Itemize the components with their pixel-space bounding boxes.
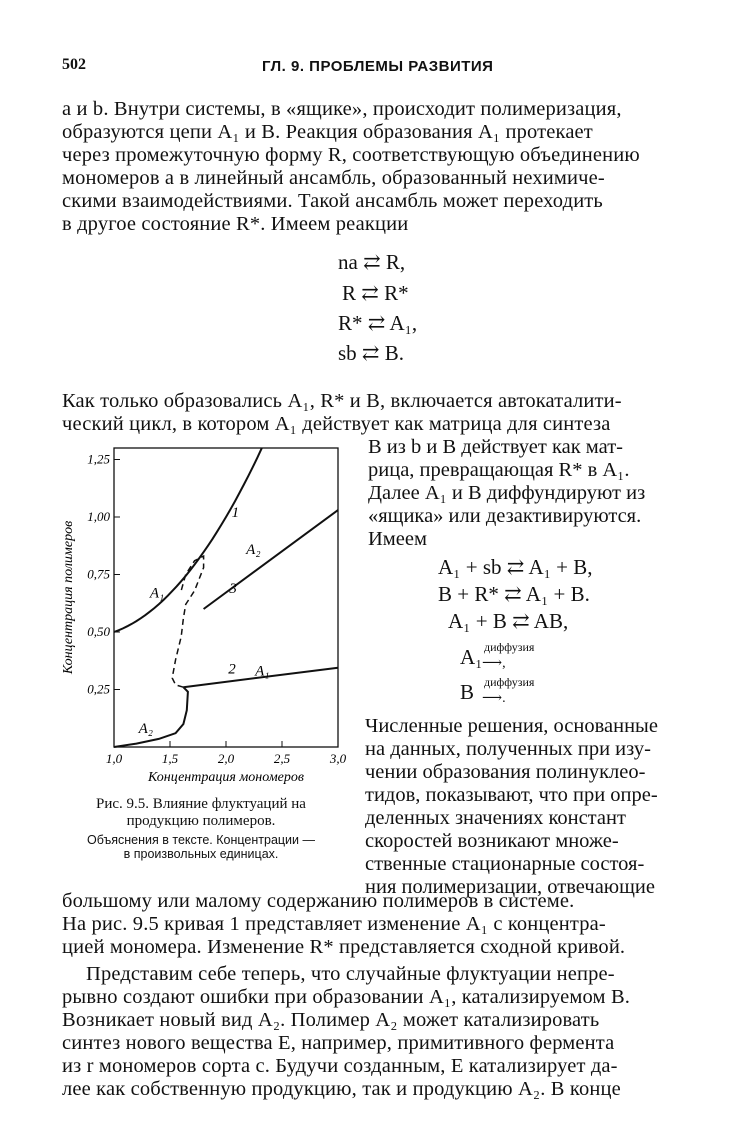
text-line: из r мономеров сорта c. Будучи созданным, E катализирует да- bbox=[62, 1055, 618, 1077]
text-line: «ящика» или дезактивируются. bbox=[368, 505, 642, 527]
text-line: Численные решения, основанные bbox=[365, 715, 658, 737]
text-line: Имеем bbox=[368, 528, 427, 550]
text-line: На рис. 9.5 кривая 1 представляет изменение A₁ с концентра- bbox=[62, 913, 606, 935]
text-line: скоростей возникают множе- bbox=[365, 830, 619, 852]
curve-label: A₁ bbox=[149, 585, 165, 602]
diffusion-label: диффузия bbox=[484, 640, 535, 654]
curve-label: A₂ bbox=[246, 541, 261, 558]
curve-label: 1 bbox=[231, 505, 240, 521]
x-tick-label: 2,5 bbox=[273, 751, 291, 766]
x-tick-label: 1,0 bbox=[105, 751, 123, 766]
curve-a2-lower bbox=[114, 687, 188, 747]
y-tick-label: 0,50 bbox=[87, 624, 110, 639]
text-line: в другое состояние R*. Имеем реакции bbox=[62, 213, 409, 235]
diffusion-species: B bbox=[460, 680, 475, 704]
text-line: рывно создают ошибки при образовании A₁, катализируемом B. bbox=[62, 986, 631, 1008]
x-tick-label: 3,0 bbox=[329, 751, 347, 766]
curve-label: A₂ bbox=[138, 721, 154, 738]
curve-label: 3 bbox=[229, 580, 237, 597]
plot-frame bbox=[114, 448, 338, 747]
reaction: sb ⇄ B. bbox=[338, 341, 405, 365]
diffusion-arrow: ⟶, bbox=[482, 656, 506, 671]
reaction: B + R* ⇄ A₁ + B. bbox=[438, 582, 590, 606]
text-line: скими взаимодействиями. Такой ансамбль может переходить bbox=[62, 190, 603, 212]
text-line: Далее A₁ и B диффундируют из bbox=[368, 482, 646, 504]
text-line: Как только образовались A₁, R* и B, включается автокаталити- bbox=[62, 390, 622, 412]
text-line: синтез нового вещества E, например, примитивного фермента bbox=[62, 1032, 615, 1054]
text-line: ственные стационарные состоя- bbox=[365, 853, 645, 875]
text-line: ния полимеризации, отвечающие bbox=[365, 876, 655, 898]
text-line: на данных, полученных при изу- bbox=[365, 738, 651, 760]
x-tick-label: 2,0 bbox=[217, 751, 235, 766]
y-axis-label: Концентрация полимеров bbox=[61, 520, 76, 675]
reaction: na ⇄ R, bbox=[338, 250, 406, 274]
text-line: а и b. Внутри системы, в «ящике», происходит полимеризация, bbox=[62, 98, 622, 120]
y-tick-label: 0,25 bbox=[87, 681, 110, 697]
x-tick-label: 1,5 bbox=[161, 751, 179, 766]
curve-label: 2 bbox=[228, 661, 236, 678]
text-line: через промежуточную форму R, соответствующую объединению bbox=[62, 144, 640, 166]
text-line: большому или малому содержанию полимеров в системе. bbox=[62, 890, 575, 912]
text-line: ческий цикл, в котором A₁ действует как матрица для синтеза bbox=[62, 413, 611, 435]
polymer-chart bbox=[56, 440, 356, 800]
text-line: тидов, показывают, что при опре- bbox=[365, 784, 658, 806]
figure-caption-title: продукцию полимеров. bbox=[126, 813, 276, 829]
text-line: Представим себе теперь, что случайные флуктуации непре- bbox=[86, 963, 615, 985]
text-line: цией мономера. Изменение R* представляется сходной кривой. bbox=[62, 936, 626, 958]
reaction: A₁ + sb ⇄ A₁ + B, bbox=[438, 555, 593, 579]
curve-unstable-dashed bbox=[172, 556, 203, 687]
text-line: мономеров а в линейный ансамбль, образованный нехимиче- bbox=[62, 167, 605, 189]
curve-label: A₁ bbox=[255, 663, 270, 680]
curve-1 bbox=[114, 448, 262, 632]
text-line: деленных значениях констант bbox=[365, 807, 626, 829]
y-tick-label: 1,25 bbox=[87, 451, 110, 467]
text-line: чении образования полинуклео- bbox=[365, 761, 646, 783]
diffusion-species: A₁ bbox=[460, 645, 483, 669]
running-header: ГЛ. 9. ПРОБЛЕМЫ РАЗВИТИЯ bbox=[262, 58, 494, 75]
figure-caption-note: в произвольных единицах. bbox=[123, 847, 279, 861]
x-axis-label: Концентрация мономеров bbox=[148, 770, 304, 785]
figure-9-5 bbox=[56, 440, 356, 860]
reaction: R* ⇄ A₁, bbox=[338, 311, 418, 335]
page-number: 502 bbox=[62, 56, 86, 73]
figure-caption-title: Рис. 9.5. Влияние флуктуаций на bbox=[96, 796, 306, 812]
reaction: A₁ + B ⇄ AB, bbox=[448, 609, 569, 633]
text-line: образуются цепи A₁ и B. Реакция образования A₁ протекает bbox=[62, 121, 593, 143]
figure-caption-note: Объяснения в тексте. Концентрации — bbox=[86, 833, 315, 847]
text-line: рица, превращающая R* в A₁. bbox=[368, 459, 630, 481]
reaction: R ⇄ R* bbox=[342, 281, 409, 305]
y-tick-label: 0,75 bbox=[87, 566, 110, 582]
diffusion-arrow: ⟶. bbox=[482, 691, 506, 706]
y-tick-label: 1,00 bbox=[87, 509, 110, 524]
text-line: B из b и B действует как мат- bbox=[368, 436, 623, 458]
text-line: лее как собственную продукцию, так и продукцию A₂. В конце bbox=[62, 1078, 621, 1100]
text-line: Возникает новый вид A₂. Полимер A₂ может катализировать bbox=[62, 1009, 600, 1031]
diffusion-label: диффузия bbox=[484, 675, 535, 689]
curve-3 bbox=[204, 510, 338, 609]
